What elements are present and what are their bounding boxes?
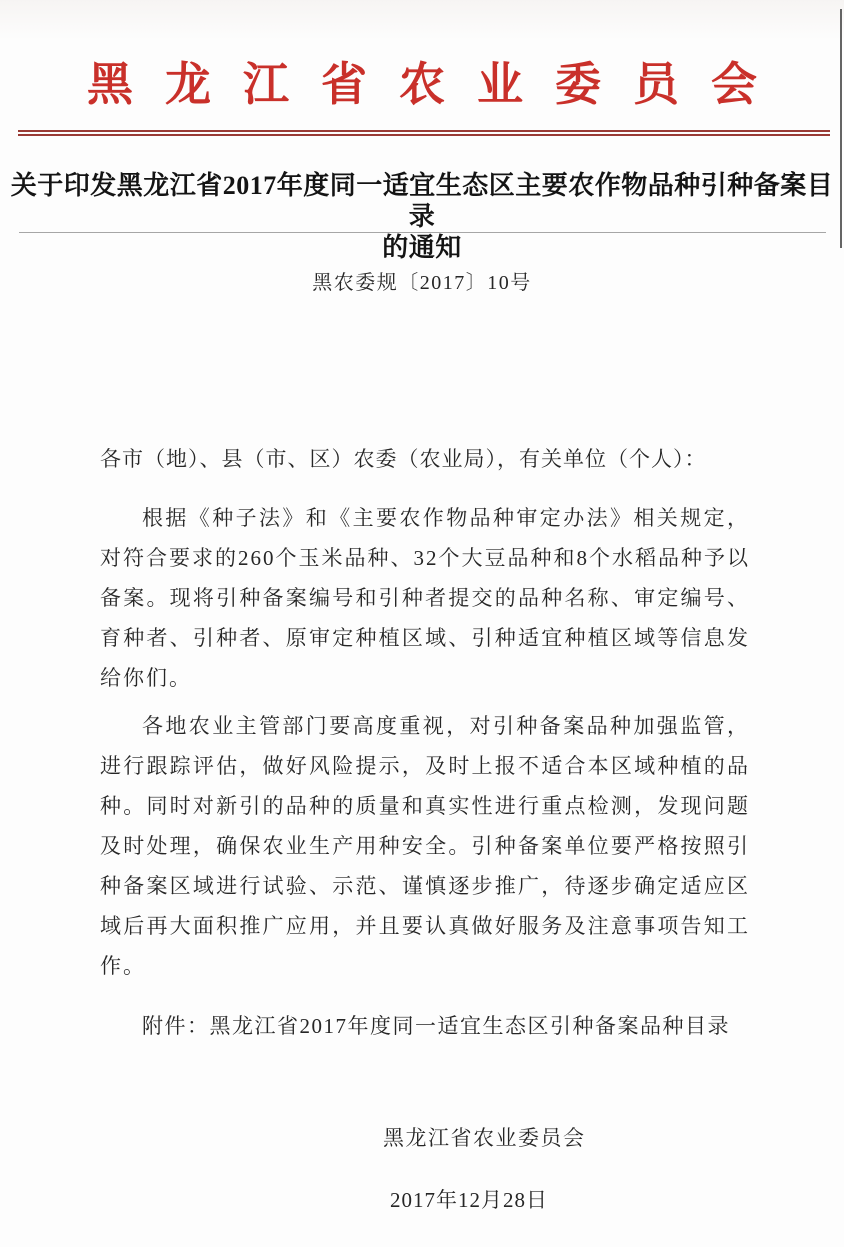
title-divider-line — [19, 232, 826, 233]
body-paragraph-2: 各地农业主管部门要高度重视，对引种备案品种加强监管，进行跟踪评估，做好风险提示，及时上报不适合本区域种植的品种。同时对新引的品种的质量和真实性进行重点检测，发现问题及时处理，确保农业生产用种安全。引种备案单位要严格按照引种备案区域进行试验、示范、谨慎逐步推广，待逐步确定适应区域后再大面积推广应用，并且要认真做好服务及注意事项告知工作。 — [100, 714, 750, 978]
letterhead-double-red-rule — [18, 130, 830, 136]
attachment-line: 附件：黑龙江省2017年度同一适宜生态区引种备案品种目录 — [142, 1014, 730, 1038]
document-title — [8, 170, 836, 263]
scan-edge-artifact-line — [840, 9, 842, 248]
issue-date: 2017年12月28日 — [390, 1188, 548, 1212]
document-title-line-1: 关于印发黑龙江省2017年度同一适宜生态区主要农作物品种引种备案目录 — [10, 171, 834, 231]
body-paragraph-1: 根据《种子法》和《主要农作物品种审定办法》相关规定，对符合要求的260个玉米品种、32个大豆品种和8个水稻品种予以备案。现将引种备案编号和引种者提交的品种名称、审定编号、育种者、引种者、原审定种植区域、引种适宜种植区域等信息发给你们。 — [100, 506, 750, 690]
document-number: 黑农委规〔2017〕10号 — [312, 272, 532, 294]
letterhead-agency-name: 黑龙江省农业委员会 — [87, 59, 789, 110]
document-title-line-2: 的通知 — [382, 233, 462, 262]
salutation-line: 各市（地）、县（市、区）农委（农业局），有关单位（个人）： — [100, 447, 707, 471]
issuer-signature: 黑龙江省农业委员会 — [383, 1126, 586, 1150]
